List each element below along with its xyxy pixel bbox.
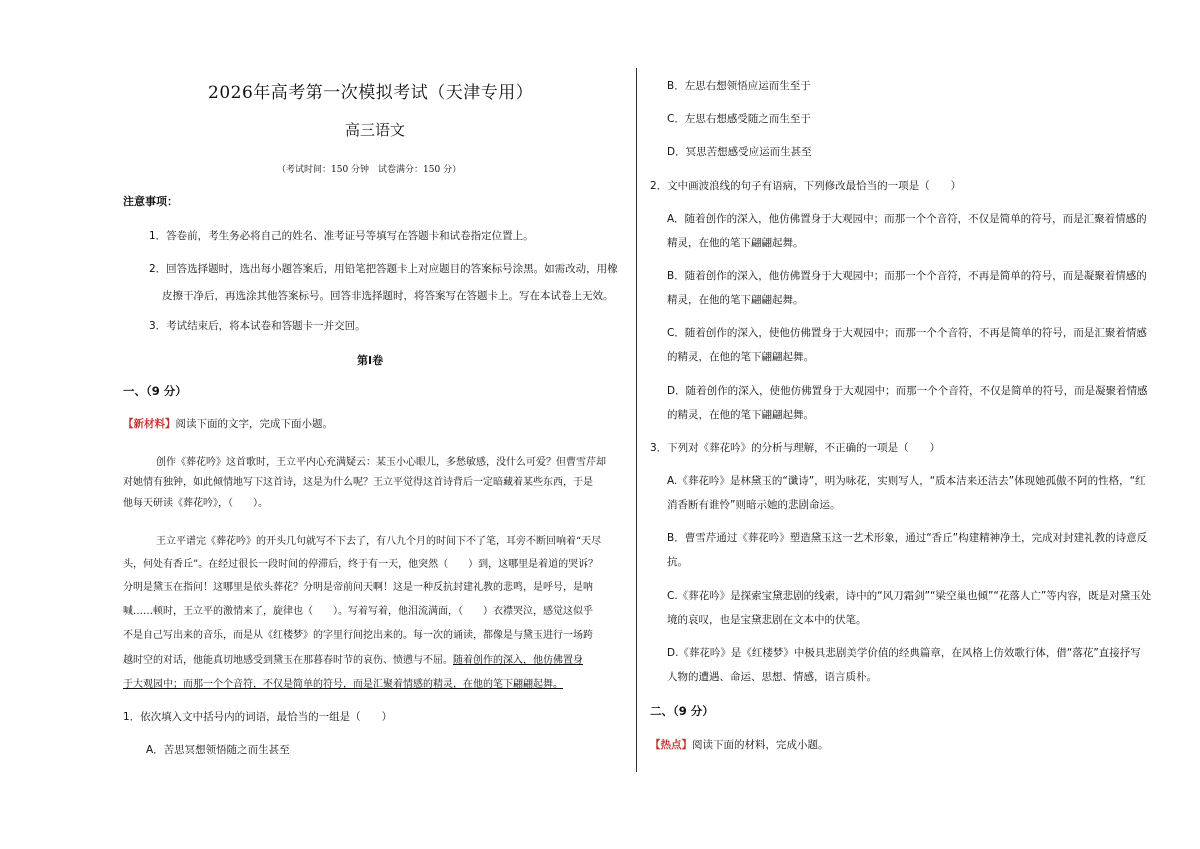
section-heading: 一、（9 分）: [123, 384, 187, 398]
question-1-option-a: A．苦思冥想领悟随之而生甚至: [146, 744, 290, 756]
question-3-option-d: D.《葬花吟》是《红楼梦》中极具悲剧美学价值的经典篇章，在风格上仿效歌行体，借“落花”直接抒写: [667, 647, 1141, 659]
question-2-option-b-cont: 精灵，在他的笔下翩翩起舞。: [667, 294, 804, 306]
notice-item: 皮擦干净后，再选涂其他答案标号。回答非选择题时，将答案写在答题卡上。写在本试卷上无效。: [162, 290, 614, 302]
question-1-option-b: B．左思右想领悟应运而生至于: [667, 80, 811, 92]
hotspot-tag: 【热点】: [650, 739, 692, 751]
passage-line: [123, 651, 583, 666]
passage-line: 不是自己写出来的音乐，而是从《红楼梦》的字里行间挖出来的。每一次的诵读，都像是与黛玉进行一场跨: [123, 630, 593, 641]
question-2-option-c: C．随着创作的深入，使他仿佛置身于大观园中；而那一个个音符，不再是简单的符号，而是汇聚着情感: [667, 327, 1147, 339]
passage-line: 分明是黛玉在指问！这哪里是依头葬花？分明是帝前问天啊！这是一种反抗封建礼教的悲鸣，是呼号，是呐: [123, 582, 593, 593]
question-3-option-d-cont: 人物的遭遇、命运、思想、情感，语言质朴。: [667, 671, 877, 683]
wavy-underlined-sentence: 于大观园中；而那一个个音符，不仅是简单的符号，而是汇聚着情感的精灵，在他的笔下翩翩起舞。: [123, 679, 563, 690]
exam-meta: （考试时间：150 分钟 试卷满分：150 分）: [277, 165, 462, 175]
column-divider: [636, 68, 637, 772]
question-3-option-b-cont: 抗。: [667, 556, 688, 568]
section-instruction: [650, 737, 829, 752]
question-1-option-c: C．左思右想感受随之而生至于: [667, 113, 811, 125]
passage-line: 头，何处有香丘”。在经过很长一段时间的停滞后，终于有一天，他突然（ ）到，这哪里是着道的哭诉？: [123, 559, 599, 570]
material-tag: 【新材料】: [123, 418, 176, 430]
question-3-option-c-cont: 境的哀叹，也是宝黛悲剧在文本中的伏笔。: [667, 614, 867, 626]
volume-title: 第Ⅰ卷: [357, 354, 384, 367]
notice-item: 2．回答选择题时，选出每小题答案后，用铅笔把答题卡上对应题目的答案标号涂黑。如需改动，用橡: [149, 263, 618, 275]
exam-title: 2026年高考第一次模拟考试（天津专用）: [208, 83, 534, 103]
question-3-option-b: B．曹雪芹通过《葬花吟》塑造黛玉这一艺术形象，通过“香丘”构建精神净土，完成对封建礼教的诗意反: [667, 532, 1148, 544]
question-3-option-a-cont: 消香断有谁怜”则暗示她的悲剧命运。: [667, 499, 841, 511]
question-1: 1．依次填入文中括号内的词语，最恰当的一组是（ ）: [123, 711, 393, 723]
passage-line: 创作《葬花吟》这首歌时，王立平内心充满疑云：某玉小心眼儿，多愁敏感，没什么可爱？但曹雪芹却: [156, 457, 606, 468]
passage-line: 王立平谱完《葬花吟》的开头几句就写不下去了，有八九个月的时间下不了笔，耳旁不断回响着“天尽: [156, 536, 602, 547]
wavy-underlined-sentence: 随着创作的深入，他仿佛置身: [453, 655, 583, 666]
passage-line: 喊……顿时，王立平的激情来了，旋律也（ ）。写着写着，他泪流满面，（ ）衣襟哭泣，感觉这似乎: [123, 606, 593, 617]
notice-item: 3．考试结束后，将本试卷和答题卡一并交回。: [149, 320, 366, 332]
notice-item: 1．答卷前，考生务必将自己的姓名、准考证号等填写在答题卡和试卷指定位置上。: [149, 230, 534, 242]
question-2-option-a-cont: 精灵，在他的笔下翩翩起舞。: [667, 237, 804, 249]
question-2-option-a: A．随着创作的深入，他仿佛置身于大观园中；而那一个个音符，不仅是简单的符号，而是汇聚着情感的: [667, 213, 1147, 225]
question-3: 3．下列对《葬花吟》的分析与理解，不正确的一项是（ ）: [650, 442, 941, 454]
passage-line: 他每天研读《葬花吟》，（ ）。: [123, 498, 268, 509]
question-2-option-c-cont: 的精灵，在他的笔下翩翩起舞。: [667, 351, 814, 363]
question-1-option-d: D．冥思苦想感受应运而生甚至: [667, 146, 812, 158]
notice-title: 注意事项：: [123, 195, 178, 208]
instruction-text: 阅读下面的文字，完成下面小题。: [175, 418, 333, 430]
passage-text: 越时空的对话，他能真切地感受到黛玉在那暮春时节的哀伤、愤懑与不屈。: [123, 655, 453, 666]
question-2: 2．文中画波浪线的句子有语病，下列修改最恰当的一项是（ ）: [650, 180, 962, 192]
question-3-option-c: C.《葬花吟》是探索宝黛悲剧的线索，诗中的“风刀霜剑”“梁空巢也倾”“花落人亡”等内容，既是对黛玉处: [667, 590, 1152, 602]
instruction-text: 阅读下面的材料，完成小题。: [692, 739, 829, 751]
section-heading: 二、（9 分）: [650, 704, 714, 718]
question-3-option-a: A.《葬花吟》是林黛玉的“谶诗”，明为咏花，实则写人，“质本洁来还洁去”体现她孤傲不阿的性格，“红: [667, 475, 1146, 487]
section-instruction: [123, 416, 333, 431]
question-2-option-d-cont: 的精灵，在他的笔下翩翩起舞。: [667, 409, 814, 421]
question-2-option-b: B．随着创作的深入，他仿佛置身于大观园中；而那一个个音符，不再是简单的符号，而是凝聚着情感的: [667, 270, 1147, 282]
passage-line: 对她情有独钟，如此倾情地写下这首诗，这是为什么呢？王立平觉得这首诗背后一定暗藏着某些东西，于是: [123, 477, 593, 488]
exam-subject: 高三语文: [345, 121, 406, 139]
question-2-option-d: D．随着创作的深入，使他仿佛置身于大观园中；而那一个个音符，不仅是简单的符号，而是凝聚着情感: [667, 385, 1148, 397]
